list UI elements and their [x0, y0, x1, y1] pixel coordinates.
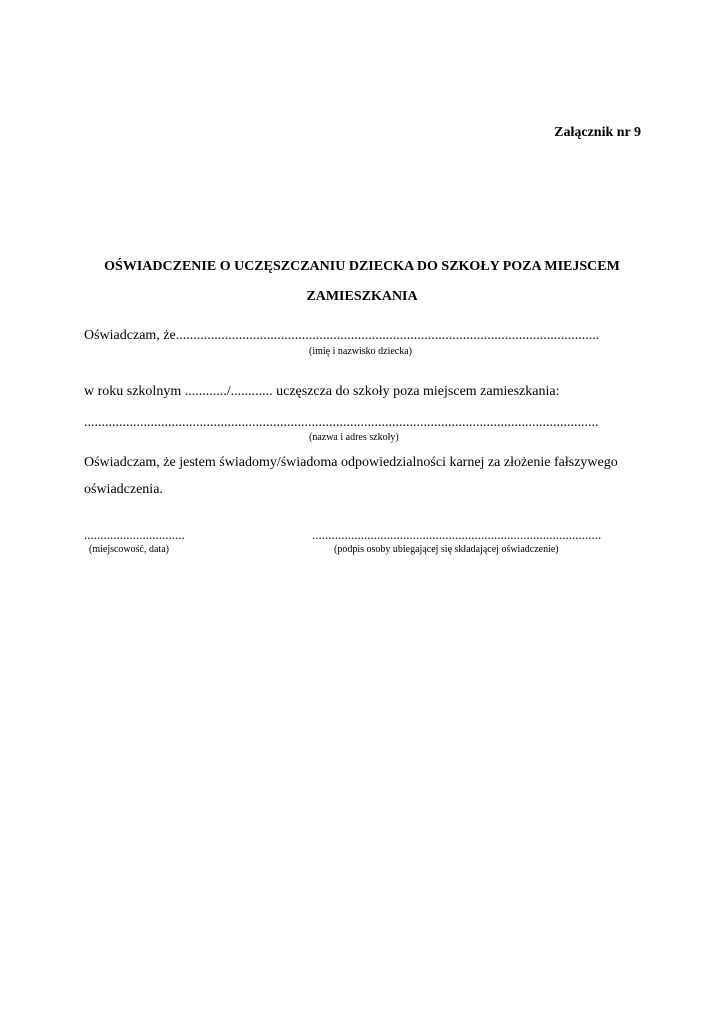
responsibility-line-2: oświadczenia. [84, 482, 163, 497]
responsibility-line-1: Oświadczam, że jestem świadomy/świadoma odpowiedzialności karnej za złożenie fałszywego [84, 455, 618, 470]
place-date-caption: (miejscowość, data) [89, 544, 169, 555]
signature-caption: (podpis osoby ubiegającej się składającej oświadczenie) [334, 544, 559, 555]
attachment-label: Załącznik nr 9 [554, 125, 641, 140]
document-title-line-1: OŚWIADCZENIE O UCZĘSZCZANIU DZIECKA DO SZKOŁY POZA MIEJSCEM [104, 259, 620, 274]
document-title-line-2: ZAMIESZKANIA [306, 289, 418, 304]
child-name-line: Oświadczam, że......................................................................................................................... [84, 328, 600, 343]
signature-dots: ......................................................................................... [312, 527, 602, 542]
child-name-caption: (imię i nazwisko dziecka) [309, 346, 413, 357]
school-year-line: w roku szkolnym ............/............ uczęszcza do szkoły poza miejscem zamieszkania: [84, 384, 560, 399]
school-name-caption: (nazwa i adres szkoły) [309, 432, 399, 443]
place-date-dots: ............................... [84, 527, 185, 542]
responsibility-statement [84, 449, 640, 503]
school-name-dots: ................................................................................................................................................... [84, 415, 599, 430]
document-title [84, 252, 640, 312]
